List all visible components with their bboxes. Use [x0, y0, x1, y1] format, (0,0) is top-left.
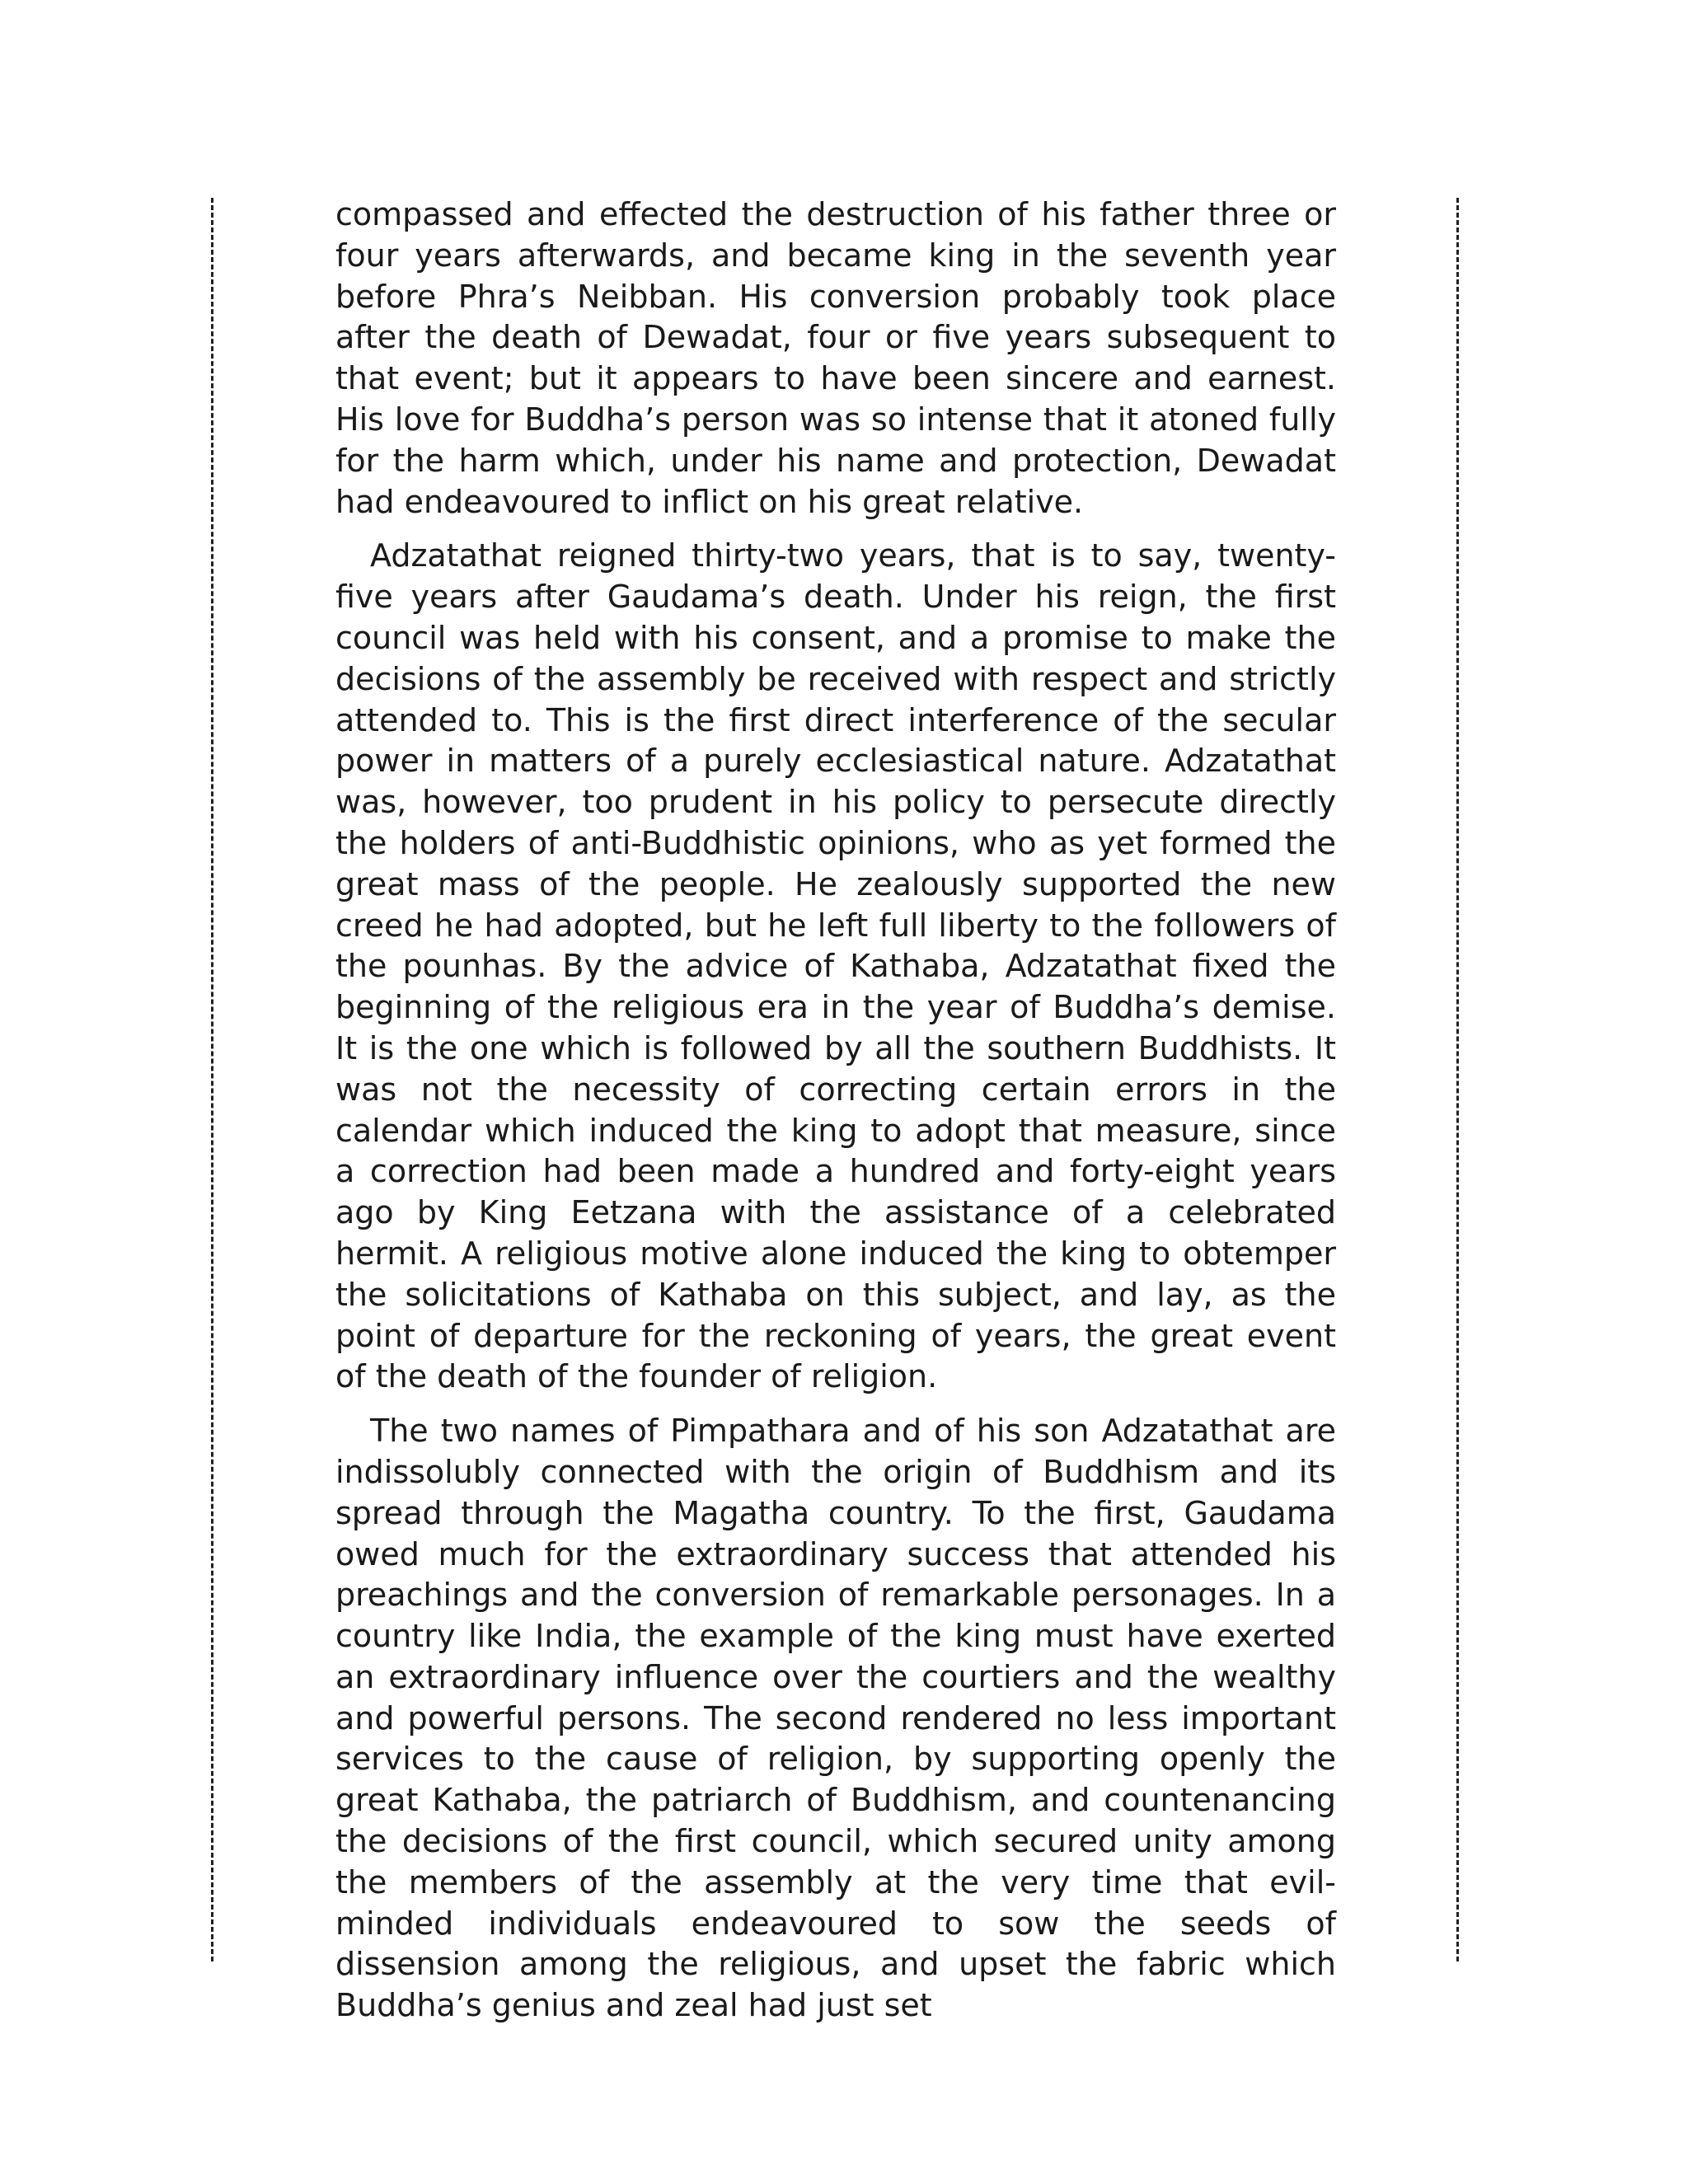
paragraph-1: compassed and effected the destruction of his father three or four years afterwards, and became king in the seventh year before Phra’s Neibban. His conversion probably took place after the death of Dewadat, four or five years subsequent to that event; but it appears to have been sincere and earnest. His love for Buddha’s person was so intense that it atoned fully for the harm which, under his name and protection, Dewadat had endeavoured to inflict on his great relative. [335, 196, 1336, 520]
paragraph-2: Adzatathat reigned thirty-two years, that is to say, twenty-five years after Gaudama’s death. Under his reign, the first council was held with his consent, and a promise to make the decisions of the assembly be received with respect and strictly attended to. This is the first direct interference of the secular power in matters of a purely ecclesiastical nature. Adzatathat was, however, too prudent in his policy to persecute directly the holders of anti-Buddhistic opinions, who as yet formed the great mass of the people. He zealously supported the new creed he had adopted, but he left full liberty to the followers of the pounhas. By the advice of Kathaba, Adzatathat fixed the beginning of the religious era in the year of Buddha’s demise. It is the one which is followed by all the southern Buddhists. It was not the necessity of correcting certain errors in the calendar which induced the king to adopt that measure, since a correction had been made a hundred and forty-eight years ago by King Eetzana with the assistance of a celebrated hermit. A religious motive alone induced the king to obtemper the solicitations of Kathaba on this subject, and lay, as the point of departure for the reckoning of years, the great event of the death of the founder of religion. [335, 537, 1336, 1395]
page-body [335, 194, 1336, 2040]
right-margin-dashed-line [1456, 198, 1459, 1961]
left-margin-dashed-line [211, 198, 213, 1961]
paragraph-3: The two names of Pimpathara and of his son Adzatathat are indissolubly connected with the origin of Buddhism and its spread through the Magatha country. To the first, Gaudama owed much for the extraordinary success that attended his preachings and the conversion of remarkable personages. In a country like India, the example of the king must have exerted an extraordinary influence over the courtiers and the wealthy and powerful persons. The second rendered no less important services to the cause of religion, by supporting openly the great Kathaba, the patriarch of Buddhism, and countenancing the decisions of the first council, which secured unity among the members of the assembly at the very time that evil-minded individuals endeavoured to sow the seeds of dissension among the religious, and upset the fabric which Buddha’s genius and zeal had just set [335, 1413, 1336, 2024]
